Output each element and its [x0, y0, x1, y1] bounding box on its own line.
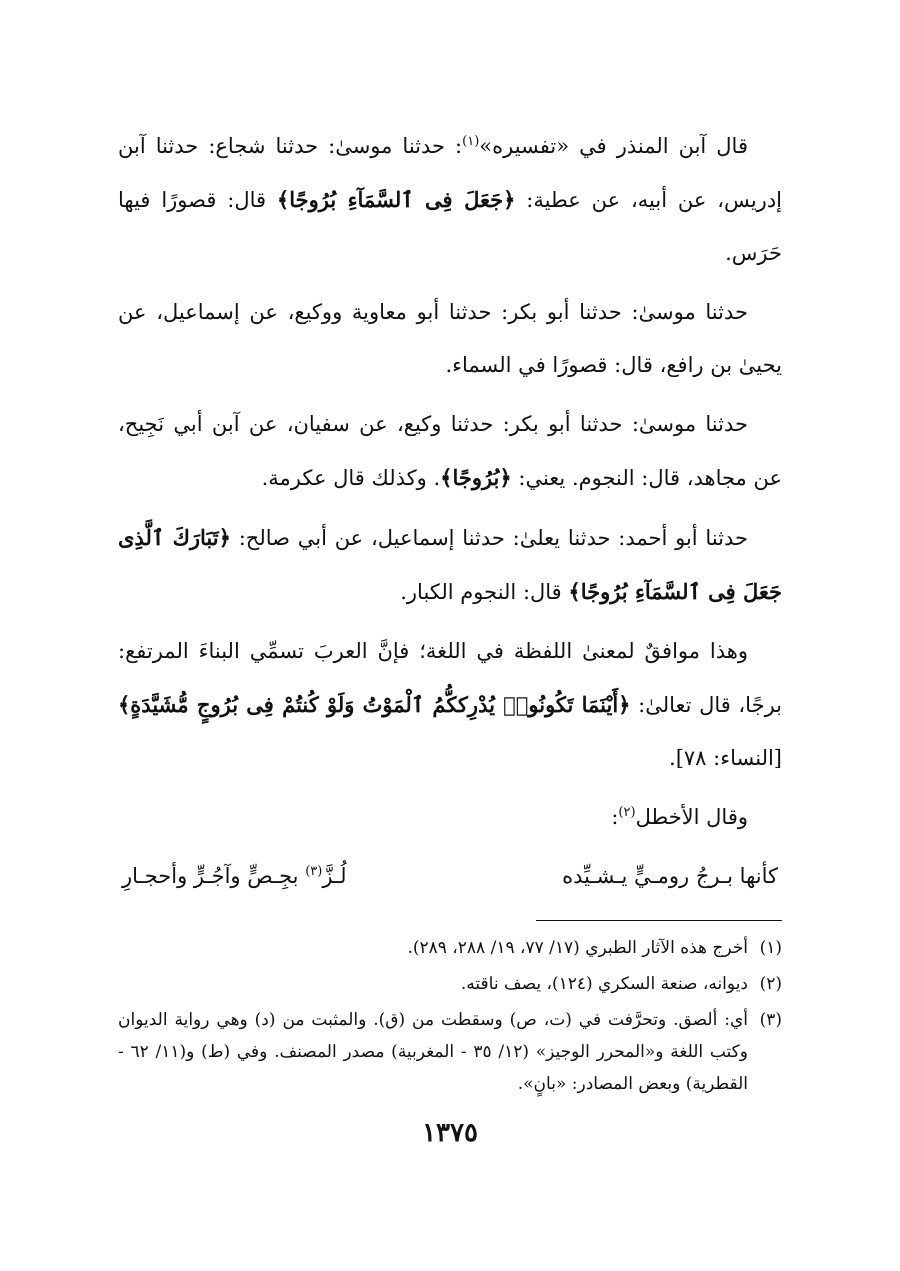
quran-verse: ﴿بُرُوجًا﴾ — [440, 465, 512, 490]
paragraph-text: . وكذلك قال عكرمة. — [261, 466, 441, 490]
footnote-text: أي: ألصق. وتحرَّفت في (ت، ص) وسقطت من (ق). والمثبت من (د) وهي رواية الديوان وكتب اللغة و«المحرر الوجيز» (١٢/ ٣٥ - المغربية) مصدر المصنف. وفي (ط) و(١١/ ٦٢ - القطرية) وبعض المصادر: «بانٍ». — [118, 1010, 748, 1094]
paragraph-text: : — [611, 805, 619, 829]
paragraph-text: حدثنا موسىٰ: حدثنا أبو بكر: حدثنا وكيع، عن سفيان، عن آبن أبي نَجِيح، عن مجاهد، قال: النجوم. يعني: — [118, 412, 782, 490]
paragraph-text: وهذا موافقٌ لمعنىٰ اللفظة في اللغة؛ فإنَّ العربَ تسمِّي البناءَ المرتفع: برجًا، قال تعالىٰ: — [118, 639, 782, 717]
paragraph-3 — [118, 398, 782, 505]
footnote-ref: (٣) — [305, 864, 323, 879]
footnote-item — [118, 1004, 782, 1100]
page-number: ١٣٧٥ — [422, 1118, 478, 1148]
paragraph-4 — [118, 511, 782, 619]
paragraph-1 — [118, 120, 782, 280]
footnote-divider — [536, 920, 782, 921]
hemistich-text: بجِـصٍّ وآجُـرٍّ وأحجـارِ — [122, 864, 306, 888]
paragraph-text: [النساء: ٧٨]. — [669, 746, 782, 770]
paragraph-2 — [118, 286, 782, 392]
paragraph-text: قال: قصورًا فيها حَرَس. — [118, 188, 782, 265]
poem-second-hemistich — [122, 850, 347, 903]
paragraph-text: قال: النجوم الكبار. — [400, 580, 569, 604]
paragraph-text: وقال الأخطل — [635, 805, 748, 829]
footnote-number: (٢) — [759, 974, 782, 994]
footnote-number: (١) — [759, 938, 782, 958]
footnote-text: أخرج هذه الآثار الطبري (١٧/ ٧٧، ١٩/ ٢٨٨، ٢٨٩). — [407, 938, 748, 958]
footnote-item — [118, 968, 782, 1000]
quran-verse: ﴿أَيْنَمَا تَكُونُوا۟ يُدْرِككُّمُ ٱلْمَوْتُ وَلَوْ كُنتُمْ فِى بُرُوجٍ مُّشَيَّدَةٍ﴾ — [118, 692, 631, 717]
quran-verse: ﴿جَعَلَ فِى ٱلسَّمَآءِ بُرُوجًا﴾ — [276, 187, 516, 212]
quran-verse: ﴿تَبَارَكَ ٱلَّذِى جَعَلَ فِى ٱلسَّمَآءِ بُرُوجًا﴾ — [118, 525, 782, 604]
footnote-ref: (١) — [462, 134, 480, 149]
footnote-number: (٣) — [759, 1010, 782, 1030]
poem-verse — [118, 850, 782, 903]
paragraph-text: حدثنا أبو أحمد: حدثنا يعلىٰ: حدثنا إسماعيل، عن أبي صالح: — [230, 526, 749, 550]
poem-first-hemistich: كأنها بـرجُ رومـيٍّ يـشـيِّده — [562, 864, 778, 888]
paragraph-text: قال آبن المنذر في «تفسيره» — [479, 134, 748, 158]
main-text — [118, 120, 782, 903]
footnote-ref: (٢) — [618, 805, 636, 820]
paragraph-text: : حدثنا موسىٰ: حدثنا شجاع: حدثنا آبن إدريس، عن أبيه، عن عطية: — [118, 134, 783, 212]
footnotes — [118, 932, 782, 1104]
hemistich-text: لُـزَّ — [322, 864, 347, 888]
poem-intro — [118, 791, 782, 844]
footnote-item — [118, 932, 782, 964]
paragraph-text: حدثنا موسىٰ: حدثنا أبو بكر: حدثنا أبو معاوية ووكيع، عن إسماعيل، عن يحيىٰ بن رافع، قال: قصورًا في السماء. — [118, 300, 782, 377]
footnote-text: ديوانه، صنعة السكري (١٢٤)، يصف ناقته. — [460, 974, 748, 994]
paragraph-5 — [118, 625, 782, 785]
